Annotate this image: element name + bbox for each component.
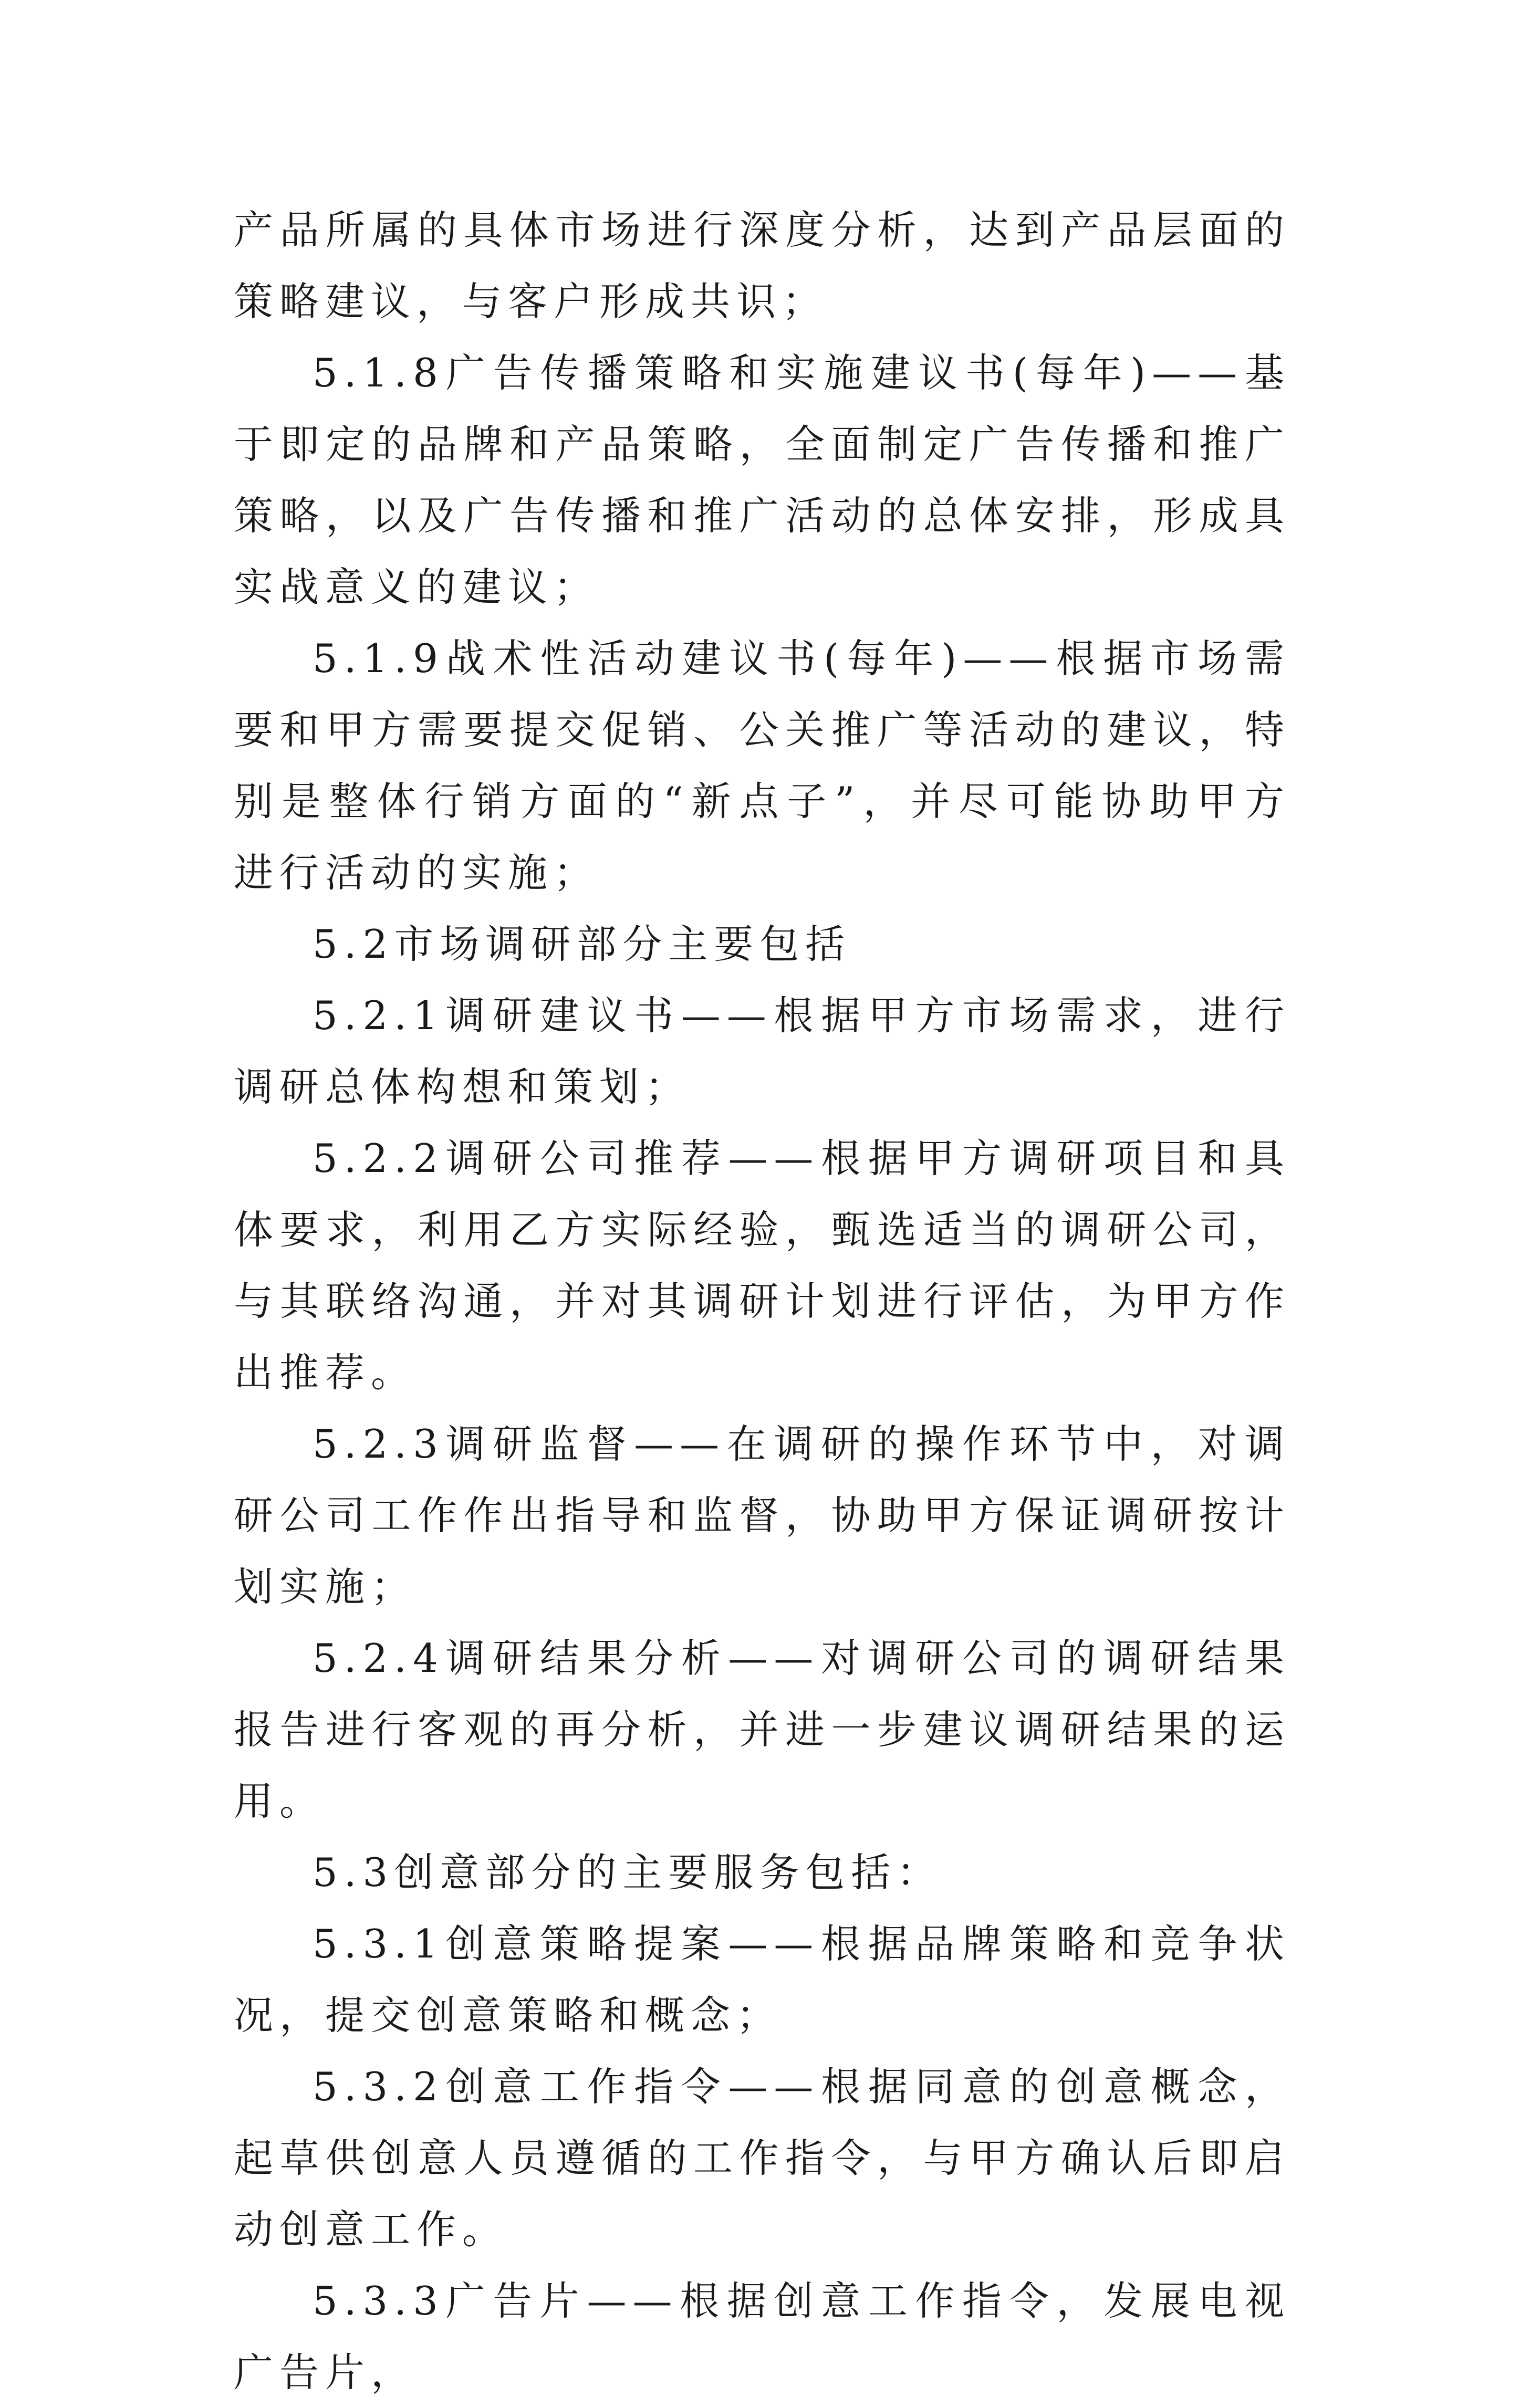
paragraph-5-3-1: 5.3.1创意策略提案——根据品牌策略和竞争状况，提交创意策略和概念；	[234, 1921, 1290, 2038]
paragraph-continuation: 产品所属的具体市场进行深度分析，达到产品层面的策略建议，与客户形成共识；	[234, 207, 1290, 324]
paragraph-5-1-8: 5.1.8广告传播策略和实施建议书(每年)——基于即定的品牌和产品策略，全面制定广告传播和推广策略，以及广告传播和推广活动的总体安排，形成具实战意义的建议；	[234, 350, 1290, 610]
paragraph-5-1-9: 5.1.9战术性活动建议书(每年)——根据市场需要和甲方需要提交促销、公关推广等活动的建议，特别是整体行销方面的“新点子”，并尽可能协助甲方进行活动的实施；	[234, 635, 1290, 896]
heading-5-3: 5.3创意部分的主要服务包括：	[313, 1849, 943, 1896]
paragraph-5-3-3: 5.3.3广告片——根据创意工作指令，发展电视广告片，	[234, 2278, 1290, 2395]
paragraph-5-2-1: 5.2.1调研建议书——根据甲方市场需求，进行调研总体构想和策划；	[234, 992, 1290, 1110]
paragraph-5-2-2: 5.2.2调研公司推荐——根据甲方调研项目和具体要求，利用乙方实际经验，甄选适当的调研公司，与其联络沟通，并对其调研计划进行评估，为甲方作出推荐。	[234, 1135, 1290, 1396]
paragraph-5-3-2: 5.3.2创意工作指令——根据同意的创意概念，起草供创意人员遵循的工作指令，与甲方确认后即启动创意工作。	[234, 2064, 1290, 2253]
paragraph-5-2-3: 5.2.3调研监督——在调研的操作环节中，对调研公司工作作出指导和监督，协助甲方保证调研按计划实施；	[234, 1421, 1290, 1610]
paragraph-5-2-4: 5.2.4调研结果分析——对调研公司的调研结果报告进行客观的再分析，并进一步建议调研结果的运用。	[234, 1635, 1290, 1824]
body-text	[234, 194, 1290, 2408]
heading-5-2: 5.2市场调研部分主要包括	[313, 921, 851, 967]
